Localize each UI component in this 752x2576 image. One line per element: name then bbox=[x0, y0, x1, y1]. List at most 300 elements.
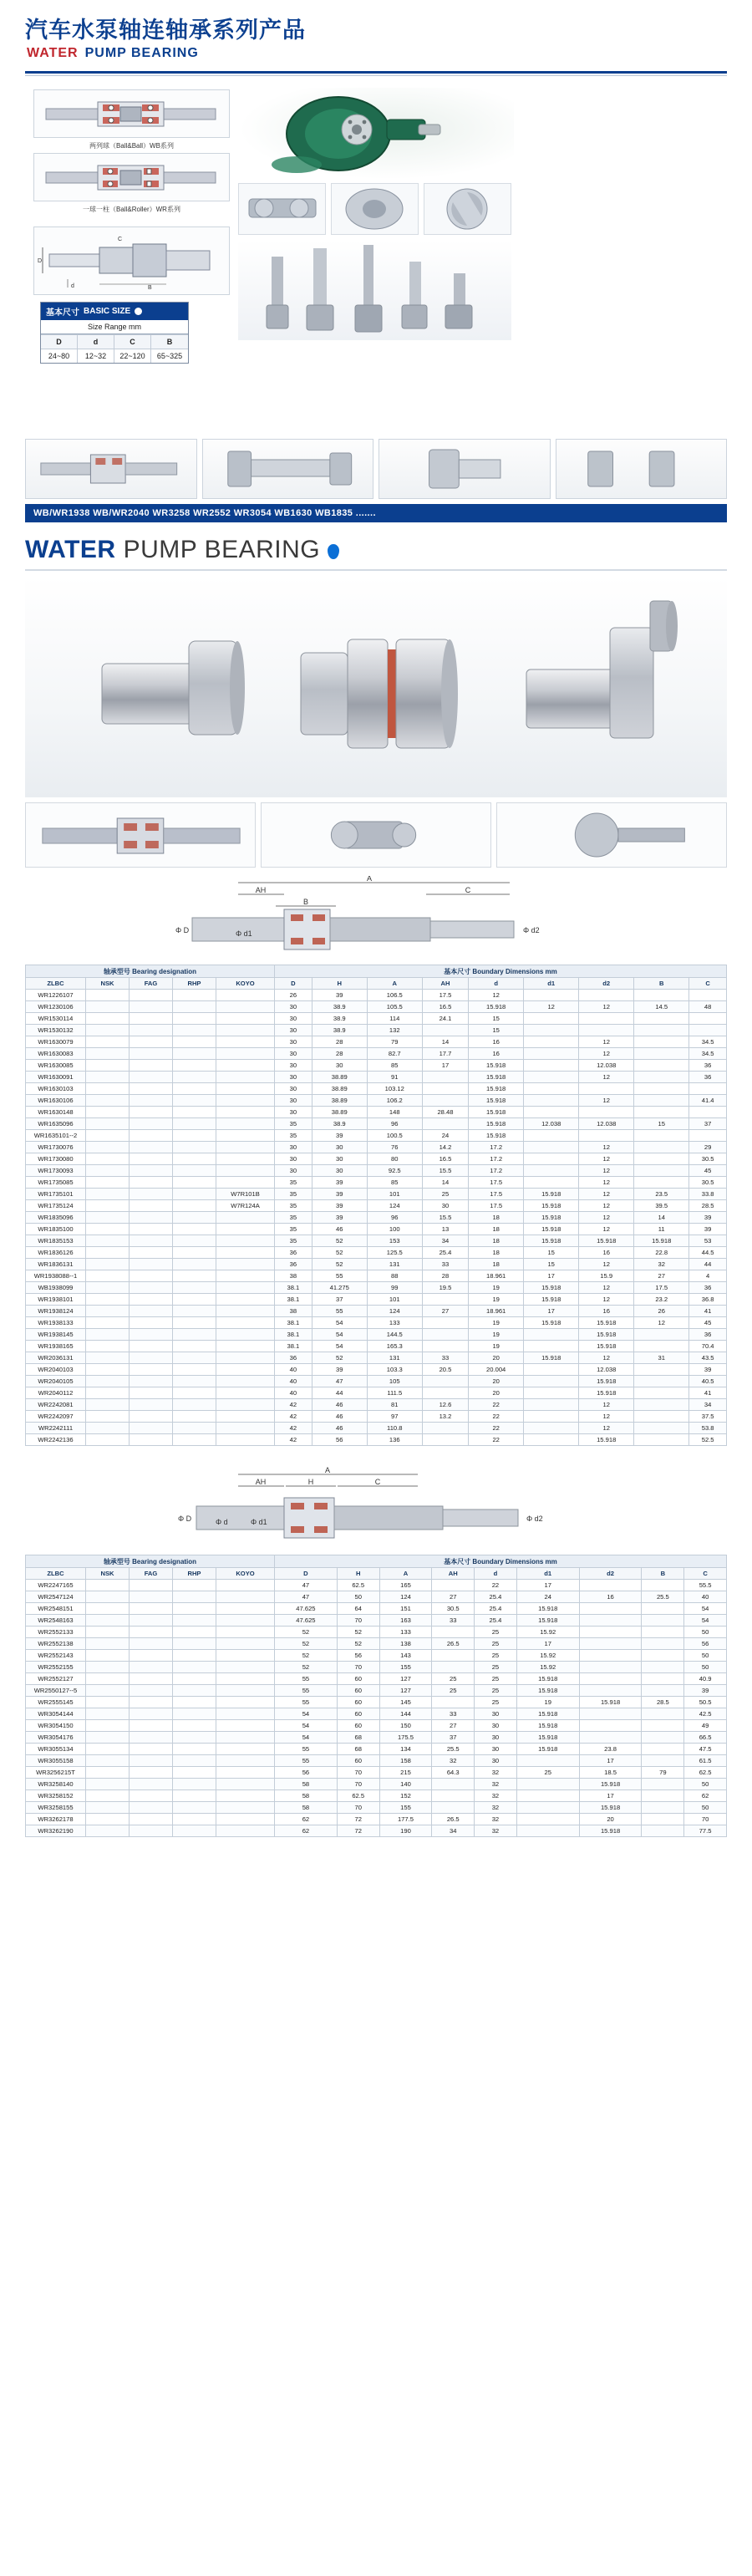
table2-col-d2: d2 bbox=[579, 1568, 642, 1580]
bearing-designation-cell: WR1735124 bbox=[26, 1200, 86, 1212]
table-cell: 16 bbox=[579, 1247, 634, 1259]
table-cell: 30 bbox=[312, 1153, 367, 1165]
table-cell bbox=[422, 1083, 468, 1095]
table-cell: 36 bbox=[689, 1282, 727, 1294]
table-cell: 103.12 bbox=[367, 1083, 422, 1095]
table-cell: 47.625 bbox=[275, 1615, 338, 1627]
table-cell bbox=[130, 1423, 173, 1434]
table-cell: 62.5 bbox=[684, 1767, 727, 1779]
table-cell bbox=[86, 1591, 130, 1603]
table-cell: 30 bbox=[475, 1720, 517, 1732]
table-cell bbox=[524, 1411, 579, 1423]
table-cell bbox=[130, 1317, 173, 1329]
table-row bbox=[26, 1235, 727, 1247]
bearing-designation-cell: WR2555145 bbox=[26, 1697, 86, 1708]
table-cell: 68 bbox=[337, 1732, 379, 1744]
table-cell: 52 bbox=[275, 1638, 338, 1650]
table-row bbox=[26, 1142, 727, 1153]
table2-group-left: 轴承型号 Bearing designation bbox=[26, 1555, 275, 1568]
table-cell: 34 bbox=[422, 1235, 468, 1247]
table-cell bbox=[173, 990, 216, 1001]
table-cell: 70 bbox=[337, 1779, 379, 1790]
table-cell: 62 bbox=[275, 1825, 338, 1837]
table1-col-fag: FAG bbox=[130, 978, 173, 990]
table-cell: 96 bbox=[367, 1118, 422, 1130]
table-cell bbox=[524, 1060, 579, 1072]
table-cell bbox=[216, 1259, 275, 1270]
dimension-diagram-1 bbox=[25, 876, 727, 960]
table-cell bbox=[86, 1025, 130, 1036]
drawing-caption-2: 一球一柱（Ball&Roller）WR系列 bbox=[83, 206, 180, 213]
table-cell: 28 bbox=[422, 1270, 468, 1282]
table-cell: 15.918 bbox=[516, 1732, 579, 1744]
table-cell bbox=[216, 1603, 275, 1615]
table-cell bbox=[130, 1790, 173, 1802]
table-cell bbox=[173, 1697, 216, 1708]
table-cell bbox=[173, 1802, 216, 1814]
bearing-designation-cell: WR1630079 bbox=[26, 1036, 86, 1048]
table-cell: 39 bbox=[312, 1177, 367, 1189]
table-cell bbox=[432, 1627, 475, 1638]
table-cell bbox=[173, 1177, 216, 1189]
table-cell: 15.918 bbox=[524, 1212, 579, 1224]
bearing-designation-cell: WR3054176 bbox=[26, 1732, 86, 1744]
table-cell: 15.92 bbox=[516, 1650, 579, 1662]
table-cell bbox=[422, 1376, 468, 1387]
table-cell: 60 bbox=[337, 1673, 379, 1685]
table-cell bbox=[173, 1673, 216, 1685]
table-cell: 82.7 bbox=[367, 1048, 422, 1060]
table-cell: 30 bbox=[475, 1732, 517, 1744]
table2-col-rhp: RHP bbox=[173, 1568, 216, 1580]
table-cell: 4 bbox=[689, 1270, 727, 1282]
table-cell bbox=[216, 1282, 275, 1294]
table-cell bbox=[173, 1627, 216, 1638]
table-cell: 16 bbox=[579, 1306, 634, 1317]
table-row bbox=[26, 1189, 727, 1200]
table-cell bbox=[86, 1662, 130, 1673]
table-cell: 40 bbox=[275, 1387, 312, 1399]
table-cell: 18.5 bbox=[579, 1767, 642, 1779]
table-row bbox=[26, 1399, 727, 1411]
table-cell: 25 bbox=[516, 1767, 579, 1779]
table-cell: 165.3 bbox=[367, 1341, 422, 1352]
table-cell: 11 bbox=[634, 1224, 689, 1235]
bearing-designation-cell: WR1938101 bbox=[26, 1294, 86, 1306]
table-cell: 18 bbox=[469, 1235, 524, 1247]
table-cell bbox=[516, 1779, 579, 1790]
table-cell: 36 bbox=[275, 1247, 312, 1259]
table-cell: 15.5 bbox=[422, 1165, 468, 1177]
table-cell: 50.5 bbox=[684, 1697, 727, 1708]
table-cell: 16 bbox=[469, 1036, 524, 1048]
table-cell: 12 bbox=[579, 1259, 634, 1270]
table-cell: 52 bbox=[312, 1259, 367, 1270]
table-cell: 50 bbox=[684, 1802, 727, 1814]
bearing-designation-cell: WR1730093 bbox=[26, 1165, 86, 1177]
table-cell: 15.918 bbox=[516, 1615, 579, 1627]
table-cell bbox=[524, 1130, 579, 1142]
table-cell: 100 bbox=[367, 1224, 422, 1235]
table-cell bbox=[216, 1107, 275, 1118]
table-row bbox=[26, 1072, 727, 1083]
table-cell: 42 bbox=[275, 1411, 312, 1423]
table-cell bbox=[216, 1025, 275, 1036]
table-cell: 47 bbox=[275, 1591, 338, 1603]
top-illustration-block bbox=[25, 83, 727, 434]
table-cell: 54 bbox=[684, 1615, 727, 1627]
table-cell bbox=[86, 1825, 130, 1837]
table-cell bbox=[86, 1423, 130, 1434]
table-cell: 35 bbox=[275, 1177, 312, 1189]
table-cell: 37 bbox=[689, 1118, 727, 1130]
table1-col-B: B bbox=[634, 978, 689, 990]
table-cell bbox=[216, 1744, 275, 1755]
table-cell: 58 bbox=[275, 1790, 338, 1802]
table-cell: 100.5 bbox=[367, 1130, 422, 1142]
table-cell: 26.5 bbox=[432, 1814, 475, 1825]
table-cell: 62.5 bbox=[337, 1580, 379, 1591]
table-cell bbox=[86, 1603, 130, 1615]
table-cell bbox=[86, 1673, 130, 1685]
table2-col-D: D bbox=[275, 1568, 338, 1580]
table-cell: 30 bbox=[475, 1755, 517, 1767]
table-cell: 96 bbox=[367, 1212, 422, 1224]
table-cell bbox=[524, 1142, 579, 1153]
table-cell bbox=[130, 1802, 173, 1814]
banner-word-pumpbearing: PUMP BEARING bbox=[123, 536, 321, 563]
location-pin-icon bbox=[328, 544, 339, 559]
table-cell bbox=[516, 1790, 579, 1802]
table-cell bbox=[642, 1720, 684, 1732]
table-cell: 39 bbox=[689, 1212, 727, 1224]
basic-size-table bbox=[40, 302, 189, 364]
table-cell bbox=[173, 1083, 216, 1095]
table-cell bbox=[524, 1399, 579, 1411]
table-row bbox=[26, 1825, 727, 1837]
table-cell bbox=[173, 1107, 216, 1118]
table-cell: 55 bbox=[275, 1697, 338, 1708]
table-cell: 79 bbox=[367, 1036, 422, 1048]
table-cell bbox=[422, 1329, 468, 1341]
table-cell bbox=[634, 990, 689, 1001]
table-cell: 12 bbox=[524, 1001, 579, 1013]
table-cell: 97 bbox=[367, 1411, 422, 1423]
table-cell bbox=[216, 1399, 275, 1411]
table-cell bbox=[216, 990, 275, 1001]
table-cell bbox=[173, 1790, 216, 1802]
table-row bbox=[26, 1224, 727, 1235]
bearing-designation-cell: WB1938099 bbox=[26, 1282, 86, 1294]
table-cell: 155 bbox=[379, 1802, 432, 1814]
table-cell: 17 bbox=[516, 1638, 579, 1650]
table-cell: 143 bbox=[379, 1650, 432, 1662]
table-cell: 42 bbox=[275, 1399, 312, 1411]
table-cell bbox=[130, 1814, 173, 1825]
table-cell bbox=[130, 1580, 173, 1591]
table-cell: 12.038 bbox=[579, 1060, 634, 1072]
bearing-designation-cell: WR1630148 bbox=[26, 1107, 86, 1118]
table-cell: 215 bbox=[379, 1767, 432, 1779]
table-cell: 30 bbox=[275, 1025, 312, 1036]
table-cell bbox=[579, 1673, 642, 1685]
table-cell bbox=[86, 1580, 130, 1591]
svg-text:d: d bbox=[71, 283, 74, 289]
table-cell: 27 bbox=[432, 1591, 475, 1603]
table-row bbox=[26, 1107, 727, 1118]
table-cell bbox=[634, 1423, 689, 1434]
table-cell bbox=[86, 1259, 130, 1270]
table-cell bbox=[86, 1107, 130, 1118]
table-cell: 31 bbox=[634, 1352, 689, 1364]
table-cell bbox=[86, 1270, 130, 1282]
bearing-dimension-drawing bbox=[33, 227, 230, 295]
table-cell: 15.918 bbox=[524, 1189, 579, 1200]
table-row bbox=[26, 1270, 727, 1282]
table-cell bbox=[689, 990, 727, 1001]
table-cell bbox=[642, 1580, 684, 1591]
table-cell bbox=[634, 1095, 689, 1107]
table-cell: 14 bbox=[422, 1036, 468, 1048]
table-cell: 15.918 bbox=[579, 1317, 634, 1329]
table1-group-right: 基本尺寸 Boundary Dimensions mm bbox=[275, 965, 727, 978]
table-cell bbox=[130, 1615, 173, 1627]
table2-col-B: B bbox=[642, 1568, 684, 1580]
bearing-designation-cell: WR2552143 bbox=[26, 1650, 86, 1662]
table-cell bbox=[173, 1376, 216, 1387]
table-cell: 124 bbox=[367, 1306, 422, 1317]
table-cell: 52 bbox=[312, 1235, 367, 1247]
svg-text:D: D bbox=[38, 258, 43, 264]
table-cell: 25.4 bbox=[475, 1615, 517, 1627]
table-cell bbox=[579, 990, 634, 1001]
table-row bbox=[26, 1364, 727, 1376]
table-cell bbox=[216, 1802, 275, 1814]
table-cell: 30 bbox=[275, 1048, 312, 1060]
table-cell bbox=[130, 1270, 173, 1282]
header-divider-thin bbox=[25, 75, 727, 76]
table2-col-d1: d1 bbox=[516, 1568, 579, 1580]
table-cell: 62.5 bbox=[337, 1790, 379, 1802]
table-cell: 33 bbox=[422, 1352, 468, 1364]
table-cell: 12 bbox=[579, 1212, 634, 1224]
table-cell: 54 bbox=[275, 1732, 338, 1744]
table-cell bbox=[86, 1083, 130, 1095]
table-cell: 12 bbox=[579, 1352, 634, 1364]
table-cell: 12.038 bbox=[579, 1364, 634, 1376]
table-cell: 30 bbox=[422, 1200, 468, 1212]
basic-size-title-cn: 基本尺寸 bbox=[46, 308, 79, 318]
drawing-caption-1: 两列球（Ball&Ball）WB系列 bbox=[89, 142, 174, 150]
table-cell bbox=[86, 1177, 130, 1189]
table-cell bbox=[634, 1130, 689, 1142]
table-cell: 22 bbox=[469, 1411, 524, 1423]
table-cell bbox=[642, 1779, 684, 1790]
table-cell: 48 bbox=[689, 1001, 727, 1013]
table-cell bbox=[432, 1650, 475, 1662]
table-row bbox=[26, 1048, 727, 1060]
table-row bbox=[26, 1036, 727, 1048]
bearing-designation-cell: WR2242136 bbox=[26, 1434, 86, 1446]
product-photo-row bbox=[25, 439, 727, 499]
table-cell bbox=[634, 1364, 689, 1376]
table-cell bbox=[173, 1095, 216, 1107]
table-cell: 39 bbox=[312, 1364, 367, 1376]
table-cell bbox=[173, 1270, 216, 1282]
table-cell bbox=[216, 1118, 275, 1130]
table-cell bbox=[524, 1025, 579, 1036]
table2-body bbox=[26, 1580, 727, 1837]
table-row bbox=[26, 1615, 727, 1627]
table-cell: 25.5 bbox=[432, 1744, 475, 1755]
table-cell: 127 bbox=[379, 1685, 432, 1697]
table-cell bbox=[173, 1001, 216, 1013]
table-cell bbox=[634, 1399, 689, 1411]
pump-photo-3 bbox=[424, 183, 511, 235]
table-cell: 38.89 bbox=[312, 1083, 367, 1095]
table-row bbox=[26, 1627, 727, 1638]
bearing-designation-cell: WR1630083 bbox=[26, 1048, 86, 1060]
table-cell: 40.5 bbox=[689, 1376, 727, 1387]
table-row bbox=[26, 1317, 727, 1329]
table-cell bbox=[642, 1638, 684, 1650]
basic-size-val-C: 22~120 bbox=[114, 349, 151, 363]
table-cell bbox=[130, 1200, 173, 1212]
table-cell: 25 bbox=[475, 1685, 517, 1697]
table1-group-left: 轴承型号 Bearing designation bbox=[26, 965, 275, 978]
table-cell bbox=[130, 1329, 173, 1341]
table-cell: 46 bbox=[312, 1411, 367, 1423]
table-cell: 41.4 bbox=[689, 1095, 727, 1107]
table-cell: 16.5 bbox=[422, 1153, 468, 1165]
table-cell: 30 bbox=[275, 1060, 312, 1072]
page-title-en-pumpbearing: PUMP BEARING bbox=[84, 46, 199, 60]
svg-text:Φ d: Φ d bbox=[216, 1518, 228, 1526]
table-cell: 88 bbox=[367, 1270, 422, 1282]
table-cell: 12.038 bbox=[579, 1118, 634, 1130]
table-cell bbox=[130, 1001, 173, 1013]
table-cell: 15.918 bbox=[516, 1673, 579, 1685]
table-cell bbox=[86, 1376, 130, 1387]
basic-size-col-D: D bbox=[41, 334, 78, 349]
table-cell bbox=[130, 1013, 173, 1025]
table-row bbox=[26, 1130, 727, 1142]
table-cell bbox=[579, 1130, 634, 1142]
table-cell bbox=[130, 1235, 173, 1247]
table-cell: 124 bbox=[367, 1200, 422, 1212]
table-cell bbox=[216, 1790, 275, 1802]
table-cell bbox=[579, 1732, 642, 1744]
table-cell: 53.8 bbox=[689, 1423, 727, 1434]
svg-text:Φ d1: Φ d1 bbox=[236, 929, 252, 938]
table-cell: 12 bbox=[469, 990, 524, 1001]
table-cell: 41 bbox=[689, 1306, 727, 1317]
bearing-designation-cell: WR3258140 bbox=[26, 1779, 86, 1790]
table-row bbox=[26, 1200, 727, 1212]
svg-text:AH: AH bbox=[255, 1478, 267, 1486]
table-cell: 23.2 bbox=[634, 1294, 689, 1306]
table2-col-fag: FAG bbox=[130, 1568, 173, 1580]
table-cell: 91 bbox=[367, 1072, 422, 1083]
bearing-designation-cell: WR1530114 bbox=[26, 1013, 86, 1025]
table-cell: 35 bbox=[275, 1212, 312, 1224]
table-row bbox=[26, 1376, 727, 1387]
table-cell: 33 bbox=[422, 1259, 468, 1270]
table-cell: 55 bbox=[275, 1673, 338, 1685]
basic-size-val-B: 65~325 bbox=[151, 349, 188, 363]
table-cell bbox=[216, 1591, 275, 1603]
table-cell: 70.4 bbox=[689, 1341, 727, 1352]
table-cell: 54 bbox=[312, 1341, 367, 1352]
table-cell: 133 bbox=[367, 1317, 422, 1329]
table-cell: 66.5 bbox=[684, 1732, 727, 1744]
table-cell: 39 bbox=[312, 1200, 367, 1212]
bearing-designation-cell: WR1635096 bbox=[26, 1118, 86, 1130]
table-cell: 20 bbox=[469, 1387, 524, 1399]
secondary-photo-1 bbox=[25, 802, 256, 868]
table-cell bbox=[216, 1673, 275, 1685]
table-cell: 30 bbox=[275, 1165, 312, 1177]
secondary-photo-row bbox=[25, 802, 727, 868]
table-cell bbox=[130, 1364, 173, 1376]
table-cell bbox=[516, 1814, 579, 1825]
table-cell bbox=[579, 1107, 634, 1118]
table2-col-H: H bbox=[337, 1568, 379, 1580]
table-cell: 55 bbox=[275, 1744, 338, 1755]
table-cell: 56 bbox=[275, 1767, 338, 1779]
bearing-designation-cell: WR3256215T bbox=[26, 1767, 86, 1779]
table-cell bbox=[173, 1591, 216, 1603]
table-cell: 15.92 bbox=[516, 1662, 579, 1673]
table-row bbox=[26, 1767, 727, 1779]
table-cell: 46 bbox=[312, 1224, 367, 1235]
header-divider-blue bbox=[25, 71, 727, 74]
table-cell bbox=[86, 1802, 130, 1814]
table-cell: 43.5 bbox=[689, 1352, 727, 1364]
table-cell bbox=[689, 1130, 727, 1142]
table-cell: 55 bbox=[312, 1270, 367, 1282]
table-cell bbox=[216, 1387, 275, 1399]
table-cell bbox=[173, 1013, 216, 1025]
table-cell bbox=[130, 1720, 173, 1732]
table-cell: 38 bbox=[275, 1306, 312, 1317]
table-cell bbox=[173, 1650, 216, 1662]
table-cell: 22 bbox=[469, 1399, 524, 1411]
table-row bbox=[26, 1025, 727, 1036]
table-cell bbox=[173, 1423, 216, 1434]
table-cell: 47 bbox=[275, 1580, 338, 1591]
table-cell bbox=[173, 1603, 216, 1615]
table-cell bbox=[524, 1434, 579, 1446]
table-cell bbox=[689, 1013, 727, 1025]
table-cell: 19 bbox=[469, 1294, 524, 1306]
table1-header-row bbox=[26, 978, 727, 990]
table-cell: 15.918 bbox=[579, 1697, 642, 1708]
table-cell: 22.8 bbox=[634, 1247, 689, 1259]
svg-text:C: C bbox=[374, 1478, 381, 1486]
table-cell bbox=[216, 1814, 275, 1825]
basic-size-col-B: B bbox=[151, 334, 188, 349]
table-cell bbox=[524, 1329, 579, 1341]
table-cell: 34.5 bbox=[689, 1036, 727, 1048]
table-cell: 20.5 bbox=[422, 1364, 468, 1376]
table-cell bbox=[173, 1364, 216, 1376]
table-cell bbox=[173, 1825, 216, 1837]
table-cell: 35 bbox=[275, 1200, 312, 1212]
table-cell: 15.918 bbox=[469, 1072, 524, 1083]
table-cell bbox=[579, 1603, 642, 1615]
table-cell: 55 bbox=[275, 1685, 338, 1697]
